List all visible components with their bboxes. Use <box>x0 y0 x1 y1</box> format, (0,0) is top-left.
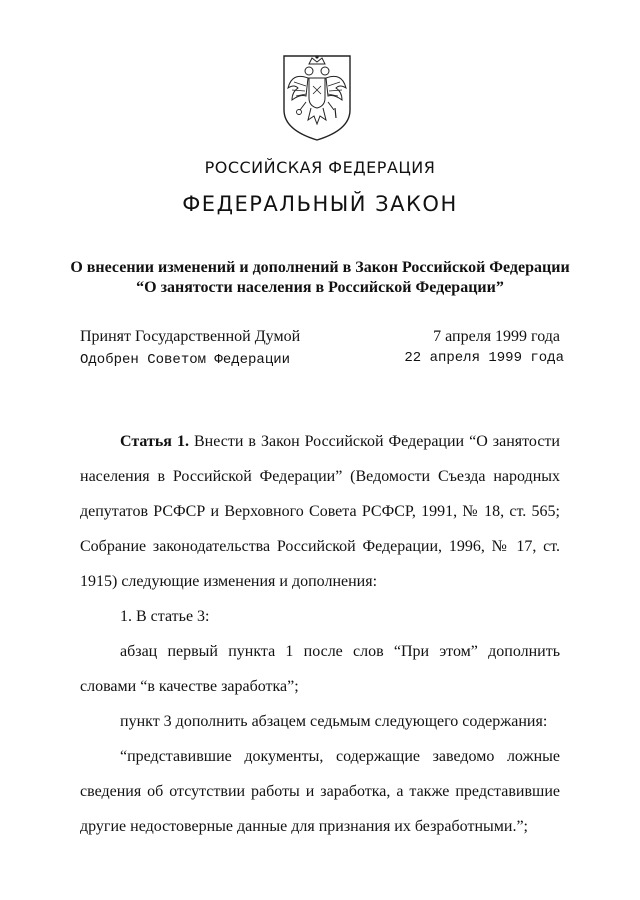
law-title-line-2: “О занятости населения в Российской Федерации” <box>136 279 504 296</box>
article-heading: Статья 1. <box>120 433 189 450</box>
document-type: ФЕДЕРАЛЬНЫЙ ЗАКОН <box>182 192 458 216</box>
article-1-intro <box>80 424 560 599</box>
duma-adoption-label: Принят Государственной Думой <box>80 328 301 345</box>
council-approval-date: 22 апреля 1999 года <box>404 350 564 366</box>
item-1: 1. В статье 3: <box>120 608 210 625</box>
paragraph-2: пункт 3 дополнить абзацем седьмым следующего содержания: <box>120 713 548 730</box>
country-name: РОССИЙСКАЯ ФЕДЕРАЦИЯ <box>204 158 436 177</box>
paragraph-3: “представившие документы, содержащие заведомо ложные сведения об отсутствии работы и заработка, а также представившие другие недостоверные данные для признания их безработными.”; <box>80 748 560 835</box>
coat-of-arms-icon <box>278 52 356 142</box>
law-title-line-1: О внесении изменений и дополнений в Закон Российской Федерации <box>70 259 570 276</box>
article-1-text: Внести в Закон Российской Федерации “О занятости населения в Российской Федерации” (Ведомости Съезда народных депутатов РСФСР и Верховного Совета РСФСР, 1991, № 18, ст. 565; Собрание законодательства Российской Федерации, 1996, № 17, ст. 1915) следующие изменения и дополнения: <box>80 433 560 590</box>
law-title <box>0 258 640 298</box>
duma-adoption-date: 7 апреля 1999 года <box>433 328 560 345</box>
council-approval-label: Одобрен Советом Федерации <box>80 352 291 368</box>
paragraph-1: абзац первый пункта 1 после слов “При этом” дополнить словами “в качестве заработка”; <box>80 643 560 695</box>
article-body <box>80 424 560 844</box>
